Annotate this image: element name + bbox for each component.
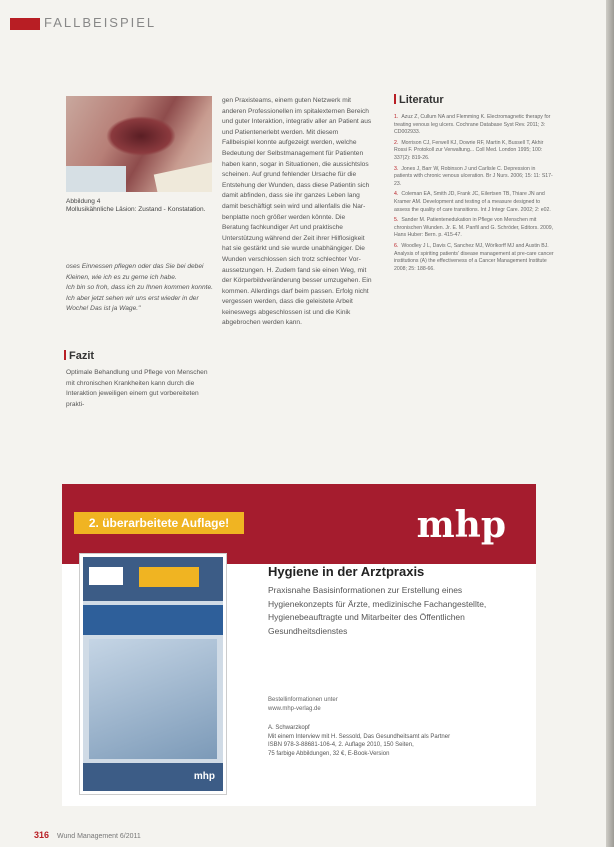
photo-wound	[106, 116, 176, 156]
middle-column-text: gen Praxisteams, einem guten Netzwerk mit anderen Professionellen im spitalexternen Bereich und guter Interaktion, integrativ aller an Patient aus und Patientenerlebt werden. Mit diesem Fallbeispiel konnte aufgezeigt werden, welche Bedeutung der Selbstmanagement für Patienten haben kann, sogar in Situationen, die aussichtslos scheinen. Auf grund fehlender Ursache für die Entstehung der Wunden, dass diese Patientin sich damit abfinden, dass sie ihr ganzes Leben lang damit beschäftigt sein wird und allenfalls die Narbenplatte noch größer werden könnte. Die Beratung fachkundiger Art und praktische Unterstützung während der Zeit ihrer Hilflosigkeit hat sie gestärkt und sie wurde unabhängiger. Die Wunden verschlossen sich trotz schlechter Voraussetzungen. H. Zudem fand sie einen Weg, mit der Körperbildveränderung besser umzugehen. Ein kommen. Allerdings darf beim passen. Erfolg nicht vergessen werden, dass die geleistete Arbeit keineswegs abgeschlossen ist und die Kinik abgebrochen werden kann.	[222, 97, 372, 327]
book-cover-accent	[139, 567, 199, 587]
page-number: 316	[34, 830, 50, 840]
wound-photo	[66, 96, 212, 192]
book-cover-image	[89, 639, 217, 759]
literature-item: 5. Sander M. Patientenedukation in Pflege von Menschen mit chronischen Wunden. Jr. E. M. Panfil and G. Schröder, Editors. 2009, Hans Huber: Bern. p. 415-47.	[394, 217, 554, 239]
edition-badge: 2. überarbeitete Auflage!	[74, 512, 244, 534]
literature-item: 2. Morrison CJ, Ferwell KJ, Dowrie RF, Martin K, Bussell T, Akhir Rossi F. Protokoll zur Verwaltung... Coll Med. London 1995; 100: 337(2): 819-26.	[394, 139, 544, 161]
photo-cloth	[66, 166, 126, 192]
literature-item: 3. Jones J, Barr W, Robinson J und Carlisle C. Depression in patients with chronic venous ulceration. Br J Nurs. 2006; 15: 11: S17-23.	[394, 165, 553, 187]
fazit-heading: Fazit	[64, 350, 94, 362]
section-color-bar	[10, 18, 40, 30]
section-label: FALLBEISPIEL	[44, 15, 157, 30]
book-cover-footer	[83, 763, 223, 791]
page-spine-shadow	[606, 0, 614, 847]
book-cover-stripe	[83, 605, 223, 635]
literature-item: 1. Azuz Z, Cullum NA and Flemming K. Electromagnetic therapy for treating venous leg ulcers. Cochrane Database Syst Rev. 2011; 3: CD002933.	[394, 114, 551, 136]
book-cover-logo: mhp	[193, 771, 215, 782]
literature-item: 6. Woodley J L, Davis C, Sanchez MJ, Wörlkorff MJ and Austin BJ. Analysis of spiriting patients' disease management at pre-care cancer institutions (A) the effectiveness of a Cancer Management Institute 2008; 25: 188-66.	[394, 242, 554, 272]
literature-item: 4. Coleman EA, Smith JD, Frank JC, Eilertsen TB, Thiare JN and Kramer AM. Development and testing of a measure designed to assess the quality of care transitions. Int J Integr Care. 2002; 2: e02.	[394, 191, 551, 213]
book-cover-label	[89, 567, 123, 585]
page-footer	[34, 830, 141, 840]
book-cover	[80, 554, 226, 794]
book-advertisement	[62, 484, 536, 806]
literature-list	[394, 114, 554, 276]
patient-quote: oses Einnessen pflegen oder das Sie bei debei Kleinen, wie ich es zu gerne ich habe. Ich bin so froh, dass ich zu Ihnen kommen konnte. Ich aber jetzt sehen wir uns erst wieder in der Woche! Das ist ja Wage."	[66, 263, 213, 313]
fazit-text: Optimale Behandlung und Pflege von Menschen mit chronischen Krankheiten kann durch die Interaktion jeweiligen einem gut vorbereiteten prakti-	[66, 369, 208, 408]
book-details: A. Schwarzkopf Mit einem Interview mit H. Sessold, Das Gesundheitsamt als Partner ISBN 978-3-88681-106-4, 2. Auflage 2010, 150 Seiten, 75 farbige Abbildungen, 32 €, E-Book-Version	[268, 725, 451, 757]
publisher-logo: mhp	[416, 504, 506, 546]
figure-caption: Abbildung 4 Mollusikähnliche Läsion: Zustand - Konstatation.	[66, 198, 206, 213]
photo-bandage	[154, 158, 212, 192]
book-title: Hygiene in der Arztpraxis	[268, 564, 425, 579]
journal-name: Wund Management 6/2011	[56, 833, 141, 840]
book-description: Praxisnahe Basisinformationen zur Erstellung eines Hygienekonzepts für Ärzte, medizinische Fachangestellte, Hygienebeauftragte und Mitarbeiter des Öffentlichen Gesundheitsdienstes	[268, 585, 487, 636]
order-info-link[interactable]: Bestellinformationen unter www.mhp-verlag.de	[268, 697, 338, 712]
literature-heading: Literatur	[394, 94, 444, 106]
